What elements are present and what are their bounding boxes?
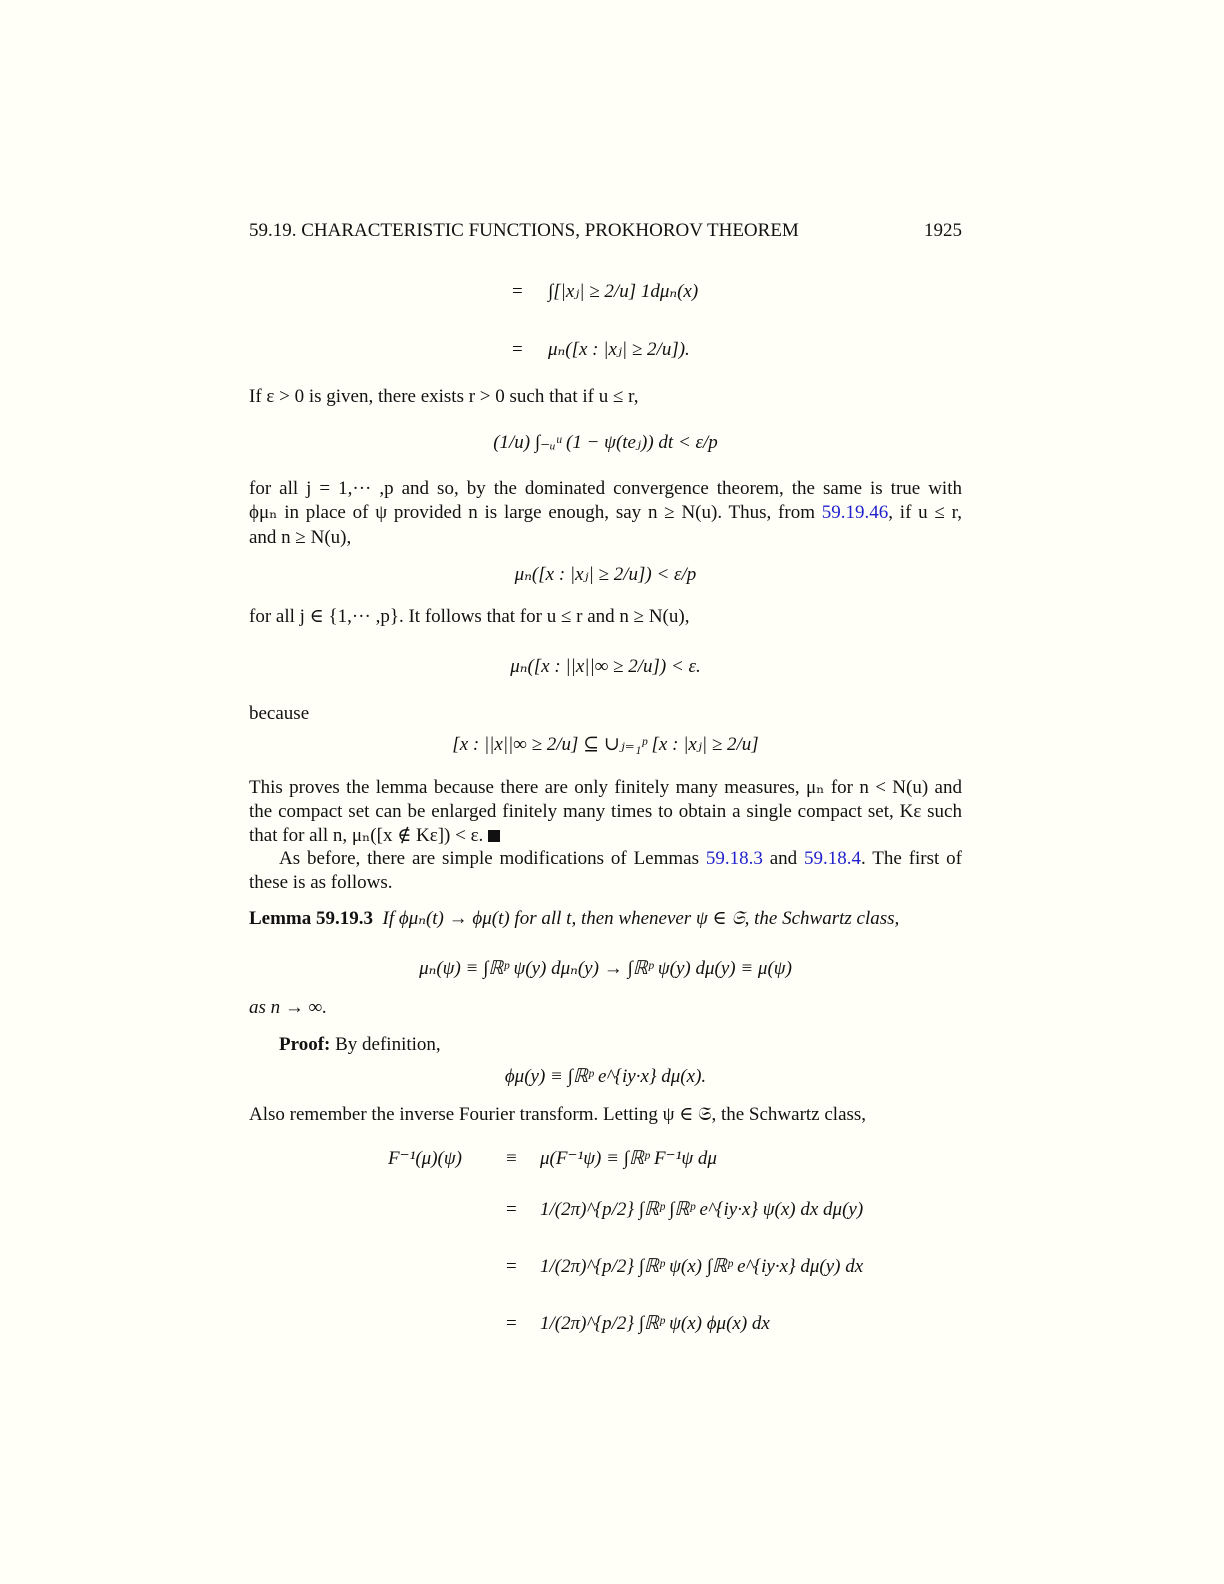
proof-label: Proof:	[279, 1034, 331, 1055]
equation-line	[512, 280, 523, 304]
text: that for all n, μₙ([x ∉ Kε]) < ε.	[249, 825, 484, 846]
display-equation: ϕμ(y) ≡ ∫ℝᵖ e^{iy·x} dμ(x).	[504, 1066, 707, 1087]
proof-line	[279, 1033, 992, 1057]
paragraph-line: these is as follows.	[249, 872, 393, 893]
display-equation: μₙ(ψ) ≡ ∫ℝᵖ ψ(y) dμₙ(y) → ∫ℝᵖ ψ(y) dμ(y) ≡ μ(ψ)	[419, 958, 792, 979]
text: , if u ≤ r,	[888, 502, 962, 523]
paragraph-line: for all j = 1,··· ,p and so, by the dominated convergence theorem, the same is true with	[249, 478, 962, 499]
paragraph-line: for all j ∈ {1,··· ,p}. It follows that for u ≤ r and n ≥ N(u),	[249, 606, 690, 627]
text: and	[762, 848, 805, 869]
equation-rhs: 1/(2π)^{p/2} ∫ℝᵖ ∫ℝᵖ e^{iy·x} ψ(x) dx dμ(y)	[540, 1199, 864, 1220]
paragraph-line: the compact set can be enlarged finitely many times to obtain a single compact set, Kε such	[249, 801, 962, 822]
equation-rhs: 1/(2π)^{p/2} ∫ℝᵖ ψ(x) ϕμ(x) dx	[540, 1313, 770, 1334]
qed-square-icon	[488, 830, 500, 842]
text: By definition,	[330, 1034, 441, 1055]
relation: =	[506, 1313, 517, 1334]
running-header: 59.19. CHARACTERISTIC FUNCTIONS, PROKHOROV THEOREM	[249, 220, 799, 241]
paragraph-line	[279, 847, 962, 871]
lemma-link[interactable]: 59.18.3	[705, 848, 763, 869]
equation-rhs: 1/(2π)^{p/2} ∫ℝᵖ ψ(x) ∫ℝᵖ e^{iy·x} dμ(y) dx	[540, 1256, 864, 1277]
paragraph-line: Also remember the inverse Fourier transform. Letting ψ ∈ 𝔖, the Schwartz class,	[249, 1104, 867, 1125]
text: ϕμₙ in place of ψ provided n is large enough, say n ≥ N(u). Thus, from	[249, 502, 822, 523]
paragraph-line: If ε > 0 is given, there exists r > 0 such that if u ≤ r,	[249, 386, 639, 407]
relation: =	[512, 281, 523, 302]
relation: ≡	[506, 1148, 517, 1169]
paragraph-line	[249, 824, 962, 848]
text: . The first of	[861, 848, 962, 869]
equation-line: ∫[|xⱼ| ≥ 2/u] 1dμₙ(x)	[548, 281, 699, 302]
equation-line: μₙ([x : |xⱼ| ≥ 2/u]).	[548, 339, 690, 360]
equation-lhs: F⁻¹(μ)(ψ)	[388, 1148, 462, 1169]
lemma-label: Lemma 59.19.3	[249, 908, 374, 929]
relation: =	[506, 1199, 517, 1220]
paragraph-line: as n → ∞.	[249, 997, 327, 1018]
relation: =	[506, 1256, 517, 1277]
equation-rhs: μ(F⁻¹ψ) ≡ ∫ℝᵖ F⁻¹ψ dμ	[540, 1148, 717, 1169]
paragraph-line: because	[249, 703, 310, 724]
lemma-statement	[249, 907, 962, 931]
display-equation: [x : ||x||∞ ≥ 2/u] ⊆ ∪ⱼ₌₁ᵖ [x : |xⱼ| ≥ 2/u]	[452, 734, 759, 755]
page-number: 1925	[924, 220, 962, 241]
paragraph-line: This proves the lemma because there are only finitely many measures, μₙ for n < N(u) and	[249, 777, 962, 798]
relation: =	[512, 339, 523, 360]
display-equation: μₙ([x : ||x||∞ ≥ 2/u]) < ε.	[510, 656, 701, 677]
equation-link[interactable]: 59.19.46	[821, 502, 889, 523]
equation-line	[512, 338, 523, 362]
paragraph-line	[249, 501, 962, 525]
paragraph-line: and n ≥ N(u),	[249, 527, 352, 548]
display-equation: μₙ([x : |xⱼ| ≥ 2/u]) < ε/p	[514, 564, 697, 585]
lemma-text: If ϕμₙ(t) → ϕμ(t) for all t, then whenever ψ ∈ 𝔖, the Schwartz class,	[382, 908, 900, 929]
text: As before, there are simple modifications of Lemmas	[279, 848, 706, 869]
lemma-link[interactable]: 59.18.4	[804, 848, 862, 869]
display-equation: (1/u) ∫₋ᵤᵘ (1 − ψ(teⱼ)) dt < ε/p	[493, 432, 718, 453]
